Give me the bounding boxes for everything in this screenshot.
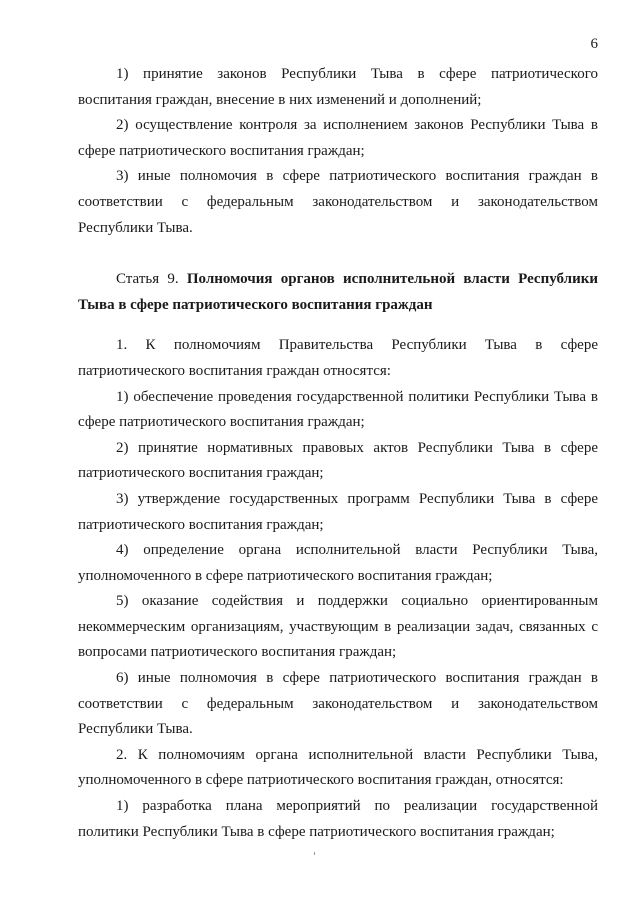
article-title: Полномочия органов исполнительной власти Республики Тыва в сфере патриотического воспитания граждан (78, 271, 598, 313)
scan-artifact (314, 852, 315, 855)
list-item: 6) иные полномочия в сфере патриотического воспитания граждан в соответствии с федеральным законодательством и законодательством Республики Тыва. (78, 670, 598, 738)
list-item: 1) обеспечение проведения государственной политики Республики Тыва в сфере патриотического воспитания граждан; (78, 388, 598, 431)
page-number: 6 (590, 36, 598, 52)
list-item: 2) принятие нормативных правовых актов Республики Тыва в сфере патриотического воспитания граждан; (78, 439, 598, 482)
article-heading (78, 267, 598, 318)
list-item: 3) иные полномочия в сфере патриотического воспитания граждан в соответствии с федеральным законодательством и законодательством Республики Тыва. (78, 168, 598, 236)
list-item: 4) определение органа исполнительной власти Республики Тыва, уполномоченного в сфере патриотического воспитания граждан; (78, 542, 598, 584)
section-intro: 1. К полномочиям Правительства Республики Тыва в сфере патриотического воспитания граждан относятся: (78, 337, 598, 379)
list-item: 5) оказание содействия и поддержки социально ориентированным некоммерческим организациям, участвующим в реализации задач, связанных с вопросами патриотического воспитания граждан; (78, 593, 598, 661)
list-item: 1) принятие законов Республики Тыва в сфере патриотического воспитания граждан, внесение в них изменений и дополнений; (78, 66, 598, 108)
section-intro: 2. К полномочиям органа исполнительной власти Республики Тыва, уполномоченного в сфере патриотического воспитания граждан, относятся: (78, 746, 598, 789)
document-body (78, 62, 598, 845)
list-item: 3) утверждение государственных программ Республики Тыва в сфере патриотического воспитания граждан; (78, 490, 598, 533)
list-item: 1) разработка плана мероприятий по реализации государственной политики Республики Тыва в сфере патриотического воспитания граждан; (78, 798, 598, 840)
article-number: Статья 9. (116, 271, 179, 288)
list-item: 2) осуществление контроля за исполнением законов Республики Тыва в сфере патриотического воспитания граждан; (78, 117, 598, 159)
